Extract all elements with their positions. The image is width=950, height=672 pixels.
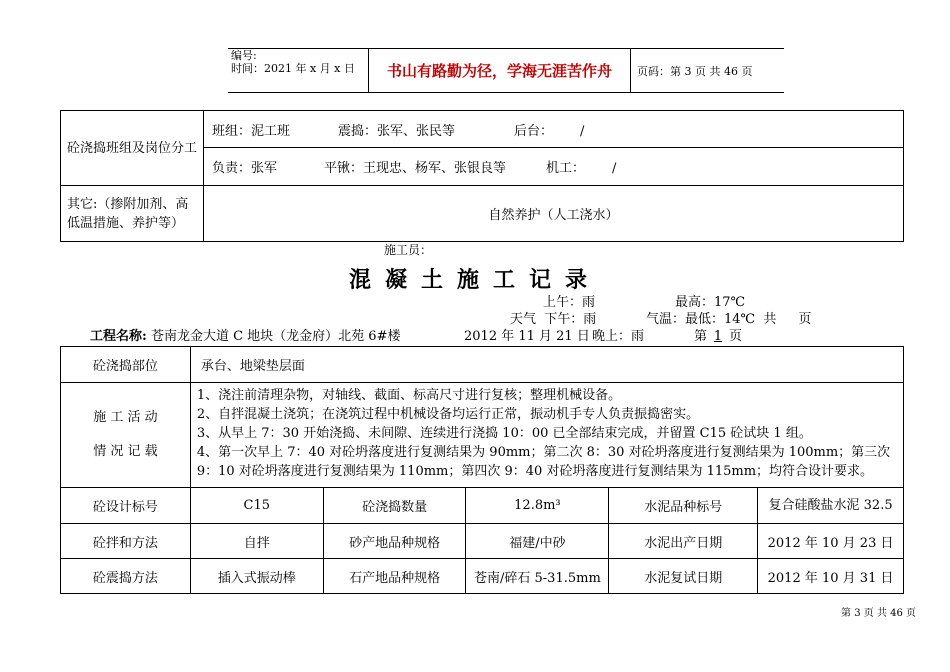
- vibrate-label: 震捣：张军、张民等: [338, 123, 456, 139]
- crew-table: [60, 110, 904, 242]
- pm-value: 雨: [583, 312, 597, 327]
- cell: 砼浇捣数量: [323, 488, 466, 524]
- crew-row-1: [204, 111, 904, 148]
- cell: C15: [190, 488, 323, 524]
- activity-line: 3、从早上 7：30 开始浇捣、未间隙、连续进行浇捣 10：00 已全部结束完成，并留置 C15 砼试块 1 组。: [196, 426, 812, 441]
- activity-label: [61, 383, 191, 488]
- crew-label: 砼浇捣班组及岗位分工: [61, 111, 204, 186]
- cell: 砼拌和方法: [61, 524, 191, 559]
- activity-line: 1、浇注前清理杂物，对轴线、截面、标高尺寸进行复核；整理机械设备。: [196, 388, 622, 403]
- page-prefix: 第: [694, 329, 708, 344]
- header-page-label: 页码：第 3 页 共 46 页: [631, 49, 785, 93]
- table-row: [61, 524, 904, 559]
- page-value: 1: [713, 329, 723, 344]
- cell: 水泥复试日期: [609, 559, 758, 594]
- number-label: 编号:: [231, 49, 257, 62]
- cell: 自拌: [190, 524, 323, 559]
- cell: 砂产地品种规格: [323, 524, 466, 559]
- project-label: 工程名称:: [90, 329, 147, 344]
- other-label: 其它:（掺附加剂、高低温措施、养护等）: [61, 186, 204, 242]
- cell: 2012 年 10 月 23 日: [758, 524, 904, 559]
- backstage-value: /: [580, 123, 585, 139]
- activity-line: 4、第一次早上 7：40 对砼坍落度进行复测结果为 90mm；第二次 8：30 对砼坍落度进行复测结果为 100mm；第三次 9：10 对砼坍落度进行复测结果为 110mm；第四次 9：40 对砼坍落度进行复测结果为 115mm；均符合设计要求。: [196, 445, 891, 479]
- time-label: 时间：2021 年 x 月 x 日: [231, 62, 355, 75]
- am-value: 雨: [582, 295, 596, 310]
- total-unit: 页: [798, 312, 812, 327]
- cell: 插入式振动棒: [190, 559, 323, 594]
- cell: 水泥品种标号: [609, 488, 758, 524]
- pos-value: 承台、地梁垫层面: [190, 347, 903, 383]
- night-value: 雨: [631, 329, 645, 344]
- cell: 苍南/碎石 5-31.5mm: [466, 559, 609, 594]
- activity-label-1: 施 工 活 动: [93, 410, 158, 425]
- temp-range: [646, 312, 811, 328]
- builder-label: 施工员：: [384, 243, 433, 257]
- backstage-label: 后台：: [514, 123, 554, 139]
- cell: 福建/中砂: [466, 524, 609, 559]
- table-row: [61, 559, 904, 594]
- weather-am: [543, 295, 595, 311]
- cell: 复合硅酸盐水泥 32.5: [758, 488, 904, 524]
- page-title: 混凝土施工记录: [348, 267, 601, 293]
- header-left-cell: [228, 49, 369, 93]
- table-row: [61, 488, 904, 524]
- mech-value: /: [612, 161, 617, 176]
- activity-content: [190, 383, 903, 488]
- record-date: 2012 年 11 月 21 日: [464, 329, 590, 344]
- activity-label-2: 情 况 记 载: [93, 444, 158, 459]
- weather-label: 天气: [510, 312, 537, 327]
- pos-label: 砼浇捣部位: [61, 347, 191, 383]
- cell: 水泥出产日期: [609, 524, 758, 559]
- project-value: 苍南龙金大道 C 地块（龙金府）北苑 6#楼: [150, 329, 401, 344]
- other-value: 自然养护（人工浇水）: [204, 186, 904, 242]
- night-label: 晚上：: [592, 329, 632, 344]
- temp-label: 气温：最低：14℃: [646, 312, 756, 327]
- motto: 书山有路勤为径，学海无涯苦作舟: [369, 49, 631, 93]
- pm-label: 下午：: [544, 312, 584, 327]
- high-temp: 最高：17℃: [675, 295, 746, 310]
- team-label: 班组：泥工班: [212, 123, 291, 139]
- mech-label: 机工：: [546, 161, 586, 176]
- weather-pm: [510, 312, 596, 328]
- cell: 石产地品种规格: [323, 559, 466, 594]
- weather-night: [592, 329, 644, 345]
- record-table: [60, 346, 904, 594]
- project-line: [90, 329, 400, 345]
- lead-label: 负责：张军: [212, 161, 278, 176]
- page-footer: 第 3 页 共 46 页: [841, 608, 916, 619]
- cell: 12.8m³: [466, 488, 609, 524]
- activity-line: 2、自拌混凝土浇筑；在浇筑过程中机械设备均运行正常，振动机手专人负责振捣密实。: [196, 407, 700, 422]
- level-label: 平锹：王现忠、杨军、张银良等: [324, 161, 507, 176]
- cell: 2012 年 10 月 31 日: [758, 559, 904, 594]
- page-header: [228, 48, 784, 93]
- page-number: [694, 329, 742, 345]
- crew-row-2: [204, 148, 904, 186]
- cell: 砼震捣方法: [61, 559, 191, 594]
- am-label: 上午：: [543, 295, 583, 310]
- cell: 砼设计标号: [61, 488, 191, 524]
- total-label: 共: [763, 312, 777, 327]
- page-suffix: 页: [729, 329, 743, 344]
